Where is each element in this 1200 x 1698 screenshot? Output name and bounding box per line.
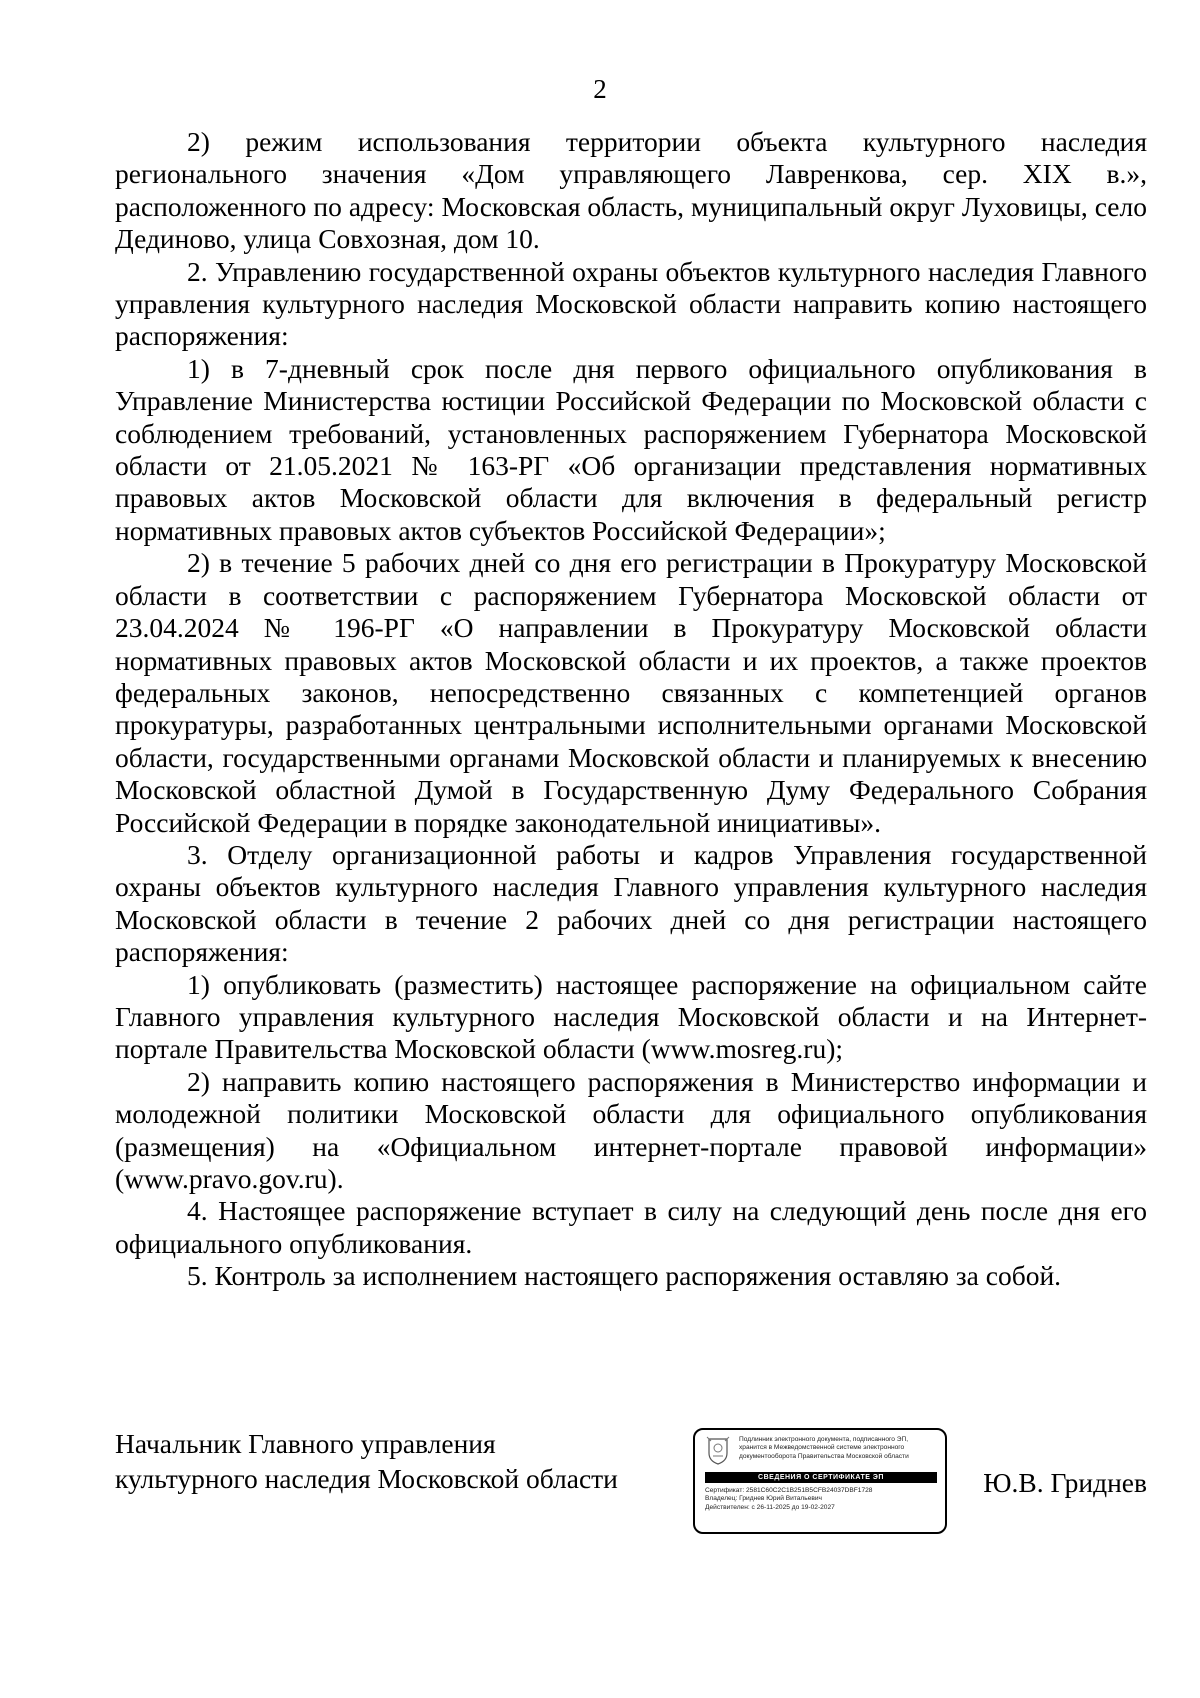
paragraph: 1) в 7-дневный срок после дня первого официального опубликования в Управление Министерства юстиции Российской Федерации по Московской области с соблюдением требований, установленных распоряжением Губернатора Московской области от 21.05.2021 № 163-РГ «Об организации представления нормативных правовых актов Московской области для включения в федеральный регистр нормативных правовых актов субъектов Российской Федерации»; bbox=[115, 352, 1147, 546]
paragraph: 2. Управлению государственной охраны объектов культурного наследия Главного управления культурного наследия Московской области направить копию настоящего распоряжения: bbox=[115, 255, 1147, 352]
signatory-title bbox=[115, 1426, 618, 1496]
paragraph: 2) режим использования территории объекта культурного наследия регионального значения «Дом управляющего Лавренкова, сер. XIX в.», расположенного по адресу: Московская область, муниципальный округ Луховицы, село Дединово, улица Совхозная, дом 10. bbox=[115, 126, 1147, 255]
signatory-title-line: культурного наследия Московской области bbox=[115, 1463, 618, 1494]
stamp-owner: Владелец: Гриднев Юрий Витальевич bbox=[705, 1495, 822, 1503]
signatory-name: Ю.В. Гриднев bbox=[983, 1467, 1147, 1498]
stamp-header-area bbox=[705, 1436, 937, 1472]
stamp-note: Подлинник электронного документа, подписанного ЭП, хранится в Межведомственной системе электронного документооборота Правительства Московской области bbox=[739, 1436, 909, 1460]
paragraph: 2) в течение 5 рабочих дней со дня его регистрации в Прокуратуру Московской области в соответствии с распоряжением Губернатора Московской области от 23.04.2024 № 196-РГ «О направлении в Прокуратуру Московской области нормативных правовых актов Московской области и их проектов, а также проектов федеральных законов, непосредственно связанных с компетенцией органов прокуратуры, разработанных центральными исполнительными органами Московской области, государственными органами Московской области и планируемых к внесению Московской областной Думой в Государственную Думу Федерального Собрания Российской Федерации в порядке законодательной инициативы». bbox=[115, 547, 1147, 838]
document-body bbox=[115, 126, 1147, 1293]
paragraph: 3. Отделу организационной работы и кадров Управления государственной охраны объектов культурного наследия Главного управления культурного наследия Московской области в течение 2 рабочих дней со дня регистрации настоящего распоряжения: bbox=[115, 838, 1147, 968]
stamp-validity: Действителен: с 26-11-2025 до 19-02-2027 bbox=[705, 1503, 835, 1511]
stamp-details bbox=[705, 1487, 937, 1512]
signatory-title-line: Начальник Главного управления bbox=[115, 1428, 496, 1459]
coat-of-arms-icon bbox=[705, 1436, 731, 1466]
stamp-certificate-number: Сертификат: 2581C60C2C1B251B5CFB24037DBF1728 bbox=[705, 1487, 873, 1494]
paragraph: 1) опубликовать (разместить) настоящее распоряжение на официальном сайте Главного управления культурного наследия Московской области и на Интернет-портале Правительства Московской области (www.mosreg.ru); bbox=[115, 968, 1147, 1065]
page-number: 2 bbox=[593, 74, 607, 104]
paragraph: 4. Настоящее распоряжение вступает в силу на следующий день после дня его официального опубликования. bbox=[115, 1195, 1147, 1259]
electronic-signature-stamp bbox=[693, 1428, 947, 1534]
paragraph: 5. Контроль за исполнением настоящего распоряжения оставляю за собой. bbox=[187, 1260, 1062, 1292]
stamp-certificate-header: СВЕДЕНИЯ О СЕРТИФИКАТЕ ЭП bbox=[705, 1472, 937, 1483]
paragraph: 2) направить копию настоящего распоряжения в Министерство информации и молодежной политики Московской области для официального опубликования (размещения) на «Официальном интернет-портале правовой информации» (www.pravo.gov.ru). bbox=[115, 1065, 1147, 1194]
